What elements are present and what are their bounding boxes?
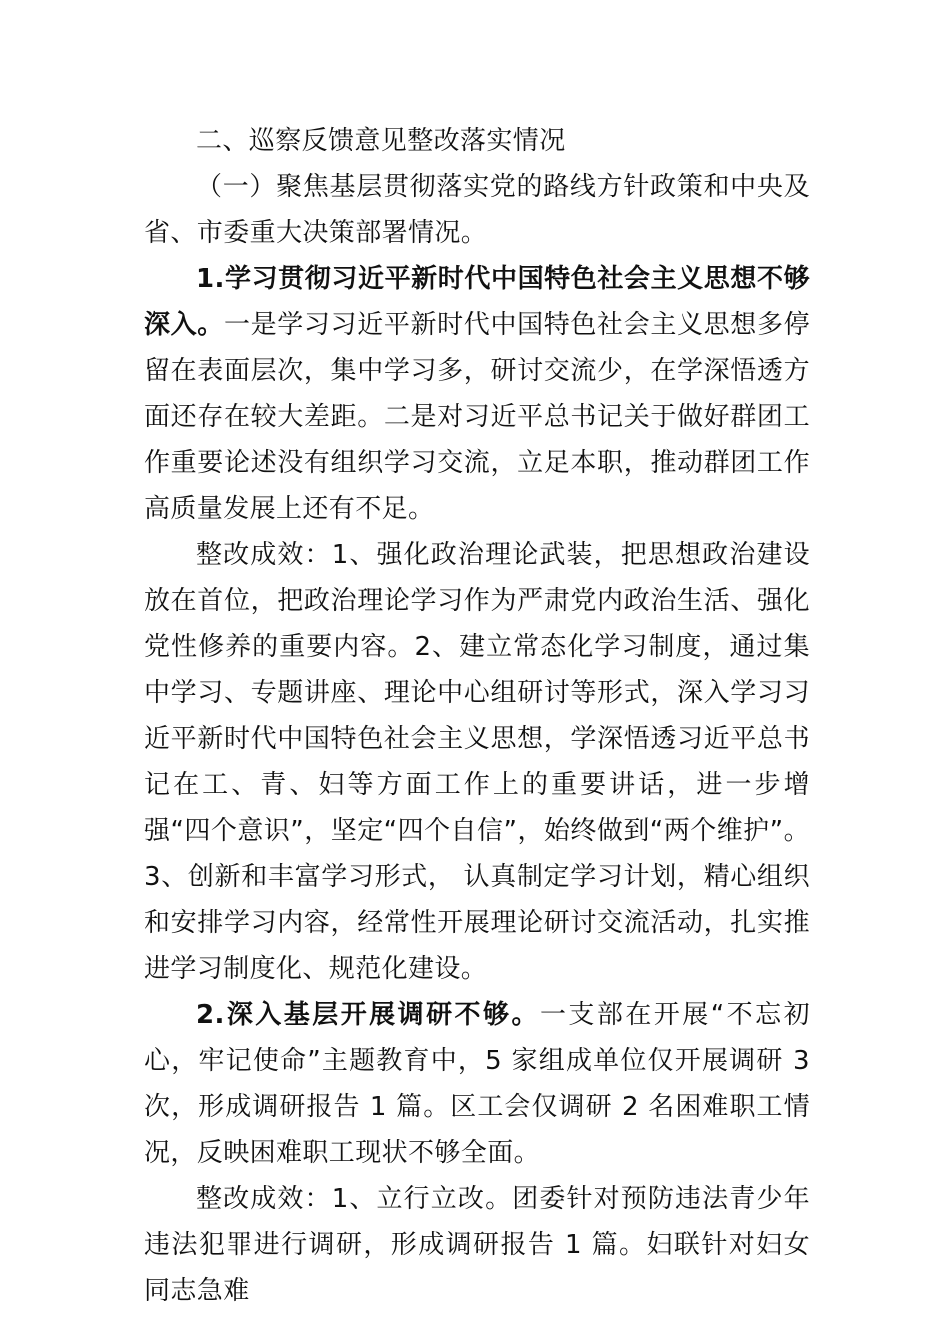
item-1-body: 一是学习习近平新时代中国特色社会主义思想多停留在表面层次，集中学习多，研讨交流少，在学深悟透方面还存在较大差距。二是对习近平总书记关于做好群团工作重要论述没有组织学习交流，立足本职，推动群团工作高质量发展上还有不足。	[144, 310, 810, 524]
document-body	[144, 118, 810, 1314]
item-1-result-paragraph: 整改成效：1、强化政治理论武装，把思想政治建设放在首位，把政治理论学习作为严肃党内政治生活、强化党性修养的重要内容。2、建立常态化学习制度，通过集中学习、专题讲座、理论中心组研讨等形式，深入学习习近平新时代中国特色社会主义思想，学深悟透习近平总书记在工、青、妇等方面工作上的重要讲话，进一步增强“四个意识”，坚定“四个自信”，始终做到“两个维护”。3、创新和丰富学习形式， 认真制定学习计划，精心组织和安排学习内容，经常性开展理论研讨交流活动，扎实推进学习制度化、规范化建设。	[144, 540, 810, 984]
item-2-body: 一支部在开展“不忘初心，牢记使命”主题教育中，5 家组成单位仅开展调研 3 次，形成调研报告 1 篇。区工会仅调研 2 名困难职工情况，反映困难职工现状不够全面。	[144, 1000, 810, 1168]
item-1-paragraph	[144, 256, 810, 532]
item-1-title: 1.学习贯彻习近平新时代中国特色社会主义思想不够深入。	[144, 264, 810, 340]
section-heading: 二、巡察反馈意见整改落实情况	[196, 126, 566, 156]
subsection-heading: （一）聚焦基层贯彻落实党的路线方针政策和中央及省、市委重大决策部署情况。	[144, 172, 810, 248]
item-2-title: 2.深入基层开展调研不够。	[196, 1000, 540, 1030]
item-2-result-paragraph: 整改成效：1、立行立改。团委针对预防违法青少年违法犯罪进行调研，形成调研报告 1 篇。妇联针对妇女同志急难	[144, 1184, 810, 1306]
item-2-paragraph	[144, 992, 810, 1176]
